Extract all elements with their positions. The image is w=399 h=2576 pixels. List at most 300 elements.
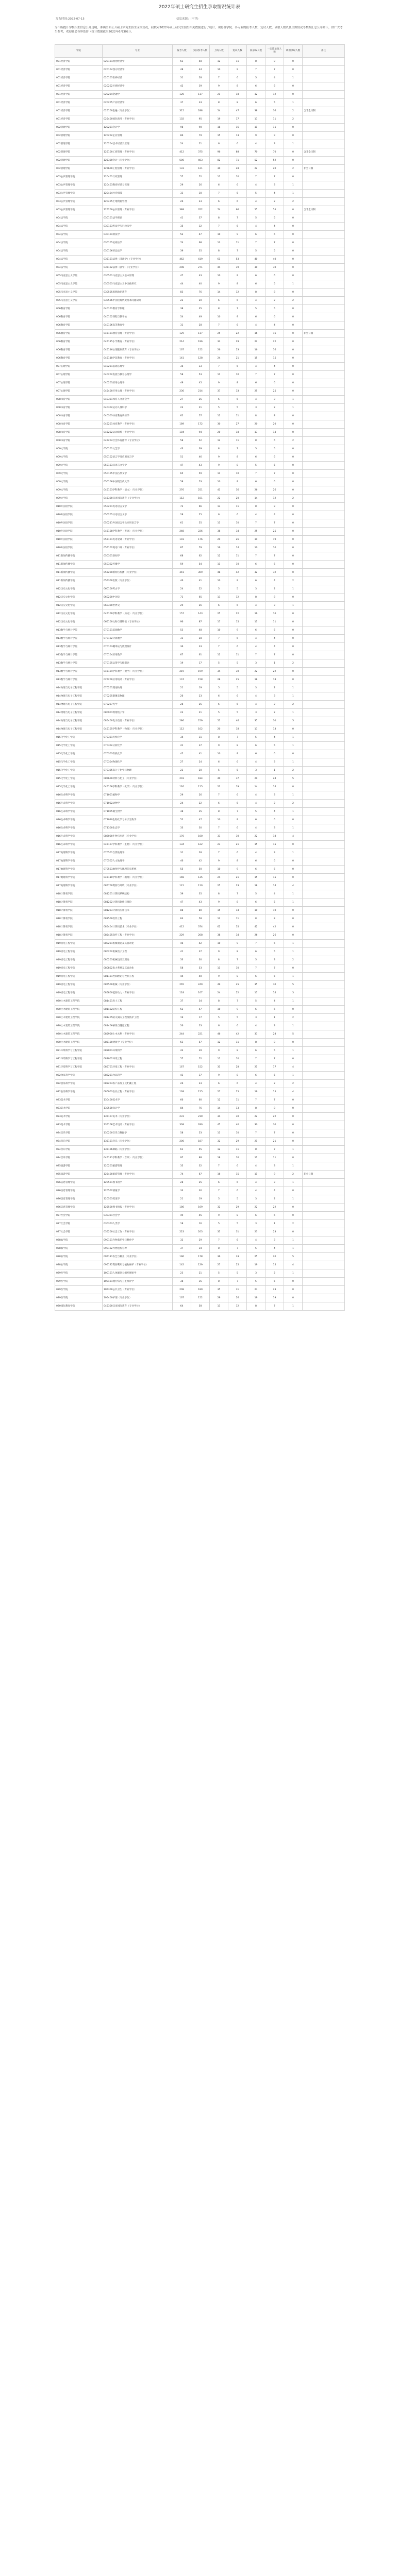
number-cell: 52 [173, 231, 191, 239]
number-cell: 2 [284, 1014, 303, 1022]
number-cell: 102 [191, 725, 210, 734]
college-cell: 026信息管理学院 [55, 1179, 103, 1187]
college-cell: 007心理学院 [55, 363, 103, 371]
number-cell: 62 [173, 412, 191, 420]
number-cell: 11 [228, 1096, 247, 1105]
number-cell: 13 [210, 594, 228, 602]
major-cell: 035200社会工作（专业学位） [103, 1228, 173, 1236]
number-cell: 4 [284, 1088, 303, 1096]
number-cell: 1 [284, 1072, 303, 1080]
major-cell: 020205产业经济学 [103, 99, 173, 107]
number-cell: 1 [284, 824, 303, 833]
number-cell: 20 [247, 420, 265, 429]
remark-cell [303, 948, 345, 956]
number-cell: 9 [228, 750, 247, 758]
number-cell: 7 [210, 824, 228, 833]
number-cell: 11 [265, 115, 284, 124]
number-cell: 13 [247, 429, 265, 437]
major-cell: 070501自然地理学 [103, 849, 173, 857]
number-cell: 22 [247, 165, 265, 173]
major-cell: 080901物理电子学 [103, 709, 173, 717]
number-cell: 0 [284, 445, 303, 453]
college-cell: 018计算机学院 [55, 899, 103, 907]
table-row [55, 1212, 345, 1220]
number-cell: 178 [191, 1253, 210, 1261]
number-cell: 141 [173, 354, 191, 363]
number-cell: 11 [265, 618, 284, 626]
number-cell: 61 [173, 1146, 191, 1154]
number-cell: 251 [191, 486, 210, 495]
number-cell: 9 [265, 132, 284, 140]
college-cell: 013数学与统计学院 [55, 643, 103, 651]
college-cell: 024音乐学院 [55, 1138, 103, 1146]
number-cell: 30 [191, 956, 210, 964]
remark-cell [303, 1154, 345, 1162]
number-cell: 29 [191, 1236, 210, 1245]
number-cell: 8 [247, 503, 265, 511]
number-cell: 6 [265, 231, 284, 239]
number-cell: 82 [210, 157, 228, 165]
number-cell: 35 [210, 1286, 228, 1294]
college-cell: 008体育学院 [55, 429, 103, 437]
number-cell: 32 [173, 1236, 191, 1245]
number-cell: 11 [228, 1146, 247, 1154]
number-cell: 47 [173, 272, 191, 280]
number-cell: 6 [265, 313, 284, 321]
source-label: 信息来源：(不详) [176, 18, 198, 21]
table-row [55, 635, 345, 643]
number-cell: 2 [284, 115, 303, 124]
number-cell: 315 [173, 107, 191, 115]
number-cell: 57 [173, 173, 191, 181]
remark-cell [303, 354, 345, 363]
number-cell: 55 [173, 866, 191, 874]
number-cell: 44 [173, 973, 191, 981]
college-cell: 015化学化工学院 [55, 742, 103, 750]
number-cell: 0 [284, 330, 303, 338]
number-cell: 196 [191, 338, 210, 346]
table-row [55, 750, 345, 758]
major-cell: 050301新闻学 [103, 552, 173, 561]
number-cell: 7 [210, 74, 228, 82]
number-cell: 8 [210, 997, 228, 1006]
number-cell: 129 [191, 1261, 210, 1269]
remark-cell [303, 223, 345, 231]
college-cell: 008体育学院 [55, 437, 103, 445]
remark-cell [303, 124, 345, 132]
number-cell: 46 [173, 940, 191, 948]
remark-cell [303, 1294, 345, 1302]
number-cell: 43 [191, 899, 210, 907]
college-cell: 013数学与统计学院 [55, 676, 103, 684]
college-cell: 029医学院 [55, 1269, 103, 1278]
number-cell: 13 [228, 1105, 247, 1113]
remark-cell [303, 1162, 345, 1171]
number-cell: 1 [284, 899, 303, 907]
college-cell: 021环境科学与工程学院 [55, 1047, 103, 1055]
number-cell: 1 [284, 1047, 303, 1055]
number-cell: 6 [210, 297, 228, 305]
number-cell: 148 [173, 874, 191, 882]
number-cell: 5 [228, 1269, 247, 1278]
number-cell: 4 [265, 74, 284, 82]
remark-cell [303, 1113, 345, 1121]
remark-cell [303, 899, 345, 907]
number-cell: 62 [210, 923, 228, 931]
major-cell: 050205日语语言文学 [103, 511, 173, 519]
number-cell: 0 [284, 915, 303, 923]
number-cell: 62 [191, 552, 210, 561]
remark-cell [303, 1278, 345, 1286]
number-cell: 0 [284, 66, 303, 74]
number-cell: 9 [228, 231, 247, 239]
major-cell: 080201机械制造及其自动化 [103, 940, 173, 948]
college-cell: 006教育学院 [55, 313, 103, 321]
number-cell: 37 [191, 742, 210, 750]
number-cell: 24 [210, 874, 228, 882]
number-cell: 15 [247, 354, 265, 363]
number-cell: 3 [265, 1162, 284, 1171]
number-cell: 38 [210, 931, 228, 940]
number-cell: 31 [173, 74, 191, 82]
number-cell: 7 [265, 519, 284, 528]
college-cell: 008体育学院 [55, 396, 103, 404]
number-cell: 46 [173, 857, 191, 866]
college-cell: 011新闻传播学院 [55, 561, 103, 569]
remark-cell [303, 173, 345, 181]
number-cell: 134 [173, 841, 191, 849]
number-cell: 49 [210, 981, 228, 989]
number-cell: 7 [228, 1245, 247, 1253]
major-cell: 045106学科教学（化学）（专业学位） [103, 783, 173, 791]
remark-cell [303, 1039, 345, 1047]
table-row [55, 684, 345, 692]
number-cell: 6 [247, 948, 265, 956]
number-cell: 23 [191, 1022, 210, 1030]
admission-table-wrapper [55, 44, 344, 1311]
number-cell: 28 [191, 635, 210, 643]
number-cell: 4 [247, 1236, 265, 1245]
major-cell: 130400美术学 [103, 1096, 173, 1105]
number-cell: 5 [284, 1030, 303, 1039]
table-row [55, 1072, 345, 1080]
number-cell: 19 [191, 1195, 210, 1204]
number-cell: 4 [265, 643, 284, 651]
number-cell: 16 [228, 1154, 247, 1162]
number-cell: 8 [210, 247, 228, 256]
number-cell: 30 [191, 1187, 210, 1195]
table-row [55, 594, 345, 602]
number-cell: 4 [247, 321, 265, 330]
number-cell: 22 [191, 585, 210, 594]
table-row [55, 1047, 345, 1055]
number-cell: 39 [191, 445, 210, 453]
remark-cell [303, 256, 345, 264]
college-cell: 016生命科学学院 [55, 816, 103, 824]
number-cell: 5 [265, 948, 284, 956]
college-cell: 014物理与电子工程学院 [55, 717, 103, 725]
number-cell: 25 [228, 1088, 247, 1096]
number-cell: 4 [284, 1261, 303, 1269]
major-cell: 085800能源动力（专业学位） [103, 989, 173, 997]
number-cell: 4 [284, 833, 303, 841]
major-cell: 070305高分子化学与物理 [103, 767, 173, 775]
major-cell: 040201基础心理学 [103, 363, 173, 371]
number-cell: 32 [265, 569, 284, 577]
remark-cell [303, 1121, 345, 1129]
number-cell: 18 [228, 725, 247, 734]
remark-cell [303, 725, 345, 734]
college-cell: 006教育学院 [55, 338, 103, 346]
number-cell: 9 [210, 857, 228, 866]
number-cell: 4 [247, 181, 265, 190]
number-cell: 39 [191, 82, 210, 91]
number-cell: 5 [228, 684, 247, 692]
number-cell: 0 [284, 561, 303, 569]
major-cell: 045202运动训练（专业学位） [103, 429, 173, 437]
number-cell: 4 [247, 602, 265, 610]
remark-cell [303, 297, 345, 305]
number-cell: 5 [210, 684, 228, 692]
remark-cell [303, 931, 345, 940]
number-cell: 4 [247, 849, 265, 857]
college-cell: 002管理学院 [55, 148, 103, 157]
number-cell: 4 [247, 800, 265, 808]
major-cell: 085701环境工程（专业学位） [103, 1063, 173, 1072]
number-cell: 2 [284, 297, 303, 305]
number-cell: 45 [191, 1212, 210, 1220]
number-cell: 0 [284, 676, 303, 684]
number-cell: 12 [265, 495, 284, 503]
major-cell: 040203应用心理学 [103, 379, 173, 387]
number-cell: 0 [284, 1121, 303, 1129]
number-cell: 37 [228, 775, 247, 783]
number-cell: 18 [173, 1220, 191, 1228]
table-row [55, 1171, 345, 1179]
table-row [55, 239, 345, 247]
number-cell: 5 [284, 717, 303, 725]
college-cell: 002管理学院 [55, 157, 103, 165]
number-cell: 1 [265, 1014, 284, 1022]
major-cell: 050106中国现当代文学 [103, 478, 173, 486]
number-cell: 67 [173, 651, 191, 659]
number-cell: 5 [265, 899, 284, 907]
remark-cell [303, 412, 345, 420]
number-cell: 3 [265, 758, 284, 767]
college-cell: 017地理科学学院 [55, 857, 103, 866]
number-cell: 0 [284, 354, 303, 363]
number-cell: 79 [191, 544, 210, 552]
college-cell: 018计算机学院 [55, 931, 103, 940]
number-cell: 21 [191, 709, 210, 717]
number-cell: 42 [247, 923, 265, 931]
number-cell: 29 [173, 791, 191, 800]
major-cell: 083500软件工程 [103, 915, 173, 923]
college-cell: 016生命科学学院 [55, 800, 103, 808]
number-cell: 68 [173, 552, 191, 561]
number-cell: 1 [284, 1236, 303, 1245]
remark-cell [303, 997, 345, 1006]
number-cell: 29 [228, 1204, 247, 1212]
number-cell: 26 [173, 1080, 191, 1088]
major-cell: 135101音乐（专业学位） [103, 1138, 173, 1146]
number-cell: 0 [284, 148, 303, 157]
number-cell: 4 [247, 396, 265, 404]
number-cell: 30 [191, 824, 210, 833]
remark-cell [303, 923, 345, 931]
number-cell: 26 [228, 536, 247, 544]
number-cell: 176 [173, 833, 191, 841]
number-cell: 48 [191, 626, 210, 635]
number-cell: 10 [247, 544, 265, 552]
remark-cell [303, 882, 345, 890]
table-row [55, 231, 345, 239]
table-row [55, 1278, 345, 1286]
college-cell: 014物理与电子工程学院 [55, 701, 103, 709]
number-cell: 6 [228, 1162, 247, 1171]
number-cell: 199 [191, 668, 210, 676]
number-cell: 187 [191, 1138, 210, 1146]
number-cell: 47 [191, 231, 210, 239]
header-cell: 上线人数 [210, 45, 228, 58]
number-cell: 31 [173, 321, 191, 330]
remark-cell [303, 643, 345, 651]
number-cell: 412 [173, 923, 191, 931]
number-cell: 6 [228, 849, 247, 857]
table-row [55, 701, 345, 709]
number-cell: 15 [265, 874, 284, 882]
remark-cell [303, 585, 345, 594]
number-cell: 7 [247, 1096, 265, 1105]
number-cell: 33 [191, 99, 210, 107]
number-cell: 70 [265, 148, 284, 157]
number-cell: 7 [210, 1187, 228, 1195]
major-cell: 085404计算机技术（专业学位） [103, 923, 173, 931]
number-cell: 1 [284, 190, 303, 198]
remark-cell [303, 701, 345, 709]
college-cell: 001经济学院 [55, 82, 103, 91]
number-cell: 107 [191, 989, 210, 997]
table-row [55, 1121, 345, 1129]
number-cell: 4 [265, 1187, 284, 1195]
number-cell: 58 [173, 964, 191, 973]
number-cell: 0 [284, 519, 303, 528]
number-cell: 506 [173, 157, 191, 165]
number-cell: 31 [228, 1228, 247, 1236]
number-cell: 6 [265, 437, 284, 445]
number-cell: 7 [247, 964, 265, 973]
number-cell: 0 [284, 346, 303, 354]
number-cell: 4 [247, 758, 265, 767]
header-cell: 备注 [303, 45, 345, 58]
number-cell: 61 [191, 651, 210, 659]
number-cell: 29 [173, 602, 191, 610]
number-cell: 45 [210, 1121, 228, 1129]
college-cell: 015化学化工学院 [55, 750, 103, 758]
number-cell: 4 [247, 824, 265, 833]
number-cell: 42 [265, 923, 284, 931]
table-row [55, 800, 345, 808]
table-row [55, 66, 345, 74]
college-cell: 012历史文化学院 [55, 610, 103, 618]
number-cell: 11 [228, 412, 247, 420]
table-row [55, 305, 345, 313]
number-cell: 6 [228, 1022, 247, 1030]
major-cell: 030101法学理论 [103, 214, 173, 223]
number-cell: 15 [228, 618, 247, 626]
college-cell: 025旅游学院 [55, 1162, 103, 1171]
number-cell: 11 [210, 561, 228, 569]
number-cell: 40 [191, 973, 210, 981]
number-cell: 42 [191, 857, 210, 866]
number-cell: 43 [173, 1047, 191, 1055]
table-row [55, 890, 345, 899]
remark-cell [303, 659, 345, 668]
number-cell: 66 [228, 206, 247, 214]
number-cell: 0 [284, 91, 303, 99]
remark-cell [303, 371, 345, 379]
college-cell: 001经济学院 [55, 91, 103, 99]
number-cell: 221 [191, 1030, 210, 1039]
number-cell: 0 [284, 124, 303, 132]
number-cell: 1 [284, 791, 303, 800]
major-cell: 120501图书馆学 [103, 1179, 173, 1187]
number-cell: 21 [173, 684, 191, 692]
major-cell: 105400护理（专业学位） [103, 1294, 173, 1302]
number-cell: 30 [247, 264, 265, 272]
college-cell: 017地理科学学院 [55, 866, 103, 874]
remark-cell [303, 437, 345, 445]
number-cell: 0 [284, 1278, 303, 1286]
number-cell: 7 [210, 1162, 228, 1171]
table-row [55, 190, 345, 198]
number-cell: 20 [210, 429, 228, 437]
college-cell: 001经济学院 [55, 99, 103, 107]
major-cell: 125600工程管理（专业学位） [103, 165, 173, 173]
number-cell: 58 [191, 1302, 210, 1311]
number-cell: 244 [173, 1030, 191, 1039]
number-cell: 11 [210, 519, 228, 528]
number-cell: 25 [210, 882, 228, 890]
number-cell: 142 [173, 1261, 191, 1269]
number-cell: 6 [210, 758, 228, 767]
number-cell: 18 [228, 429, 247, 437]
number-cell: 26 [210, 346, 228, 354]
number-cell: 24 [173, 800, 191, 808]
number-cell: 374 [191, 923, 210, 931]
major-cell: 045118学前教育（专业学位） [103, 354, 173, 363]
number-cell: 8 [228, 462, 247, 470]
major-cell: 071002动物学 [103, 800, 173, 808]
remark-cell [303, 552, 345, 561]
number-cell: 27 [228, 420, 247, 429]
number-cell: 47 [173, 462, 191, 470]
number-cell: 133 [173, 165, 191, 173]
college-cell: 004法学院 [55, 214, 103, 223]
number-cell: 6 [247, 742, 265, 750]
major-cell: 080203机械设计及理论 [103, 956, 173, 964]
college-cell: 002管理学院 [55, 124, 103, 132]
number-cell: 20 [265, 165, 284, 173]
number-cell: 26 [191, 602, 210, 610]
college-cell: 026信息管理学院 [55, 1195, 103, 1204]
number-cell: 6 [247, 561, 265, 569]
table-row [55, 923, 345, 931]
number-cell: 0 [284, 272, 303, 280]
college-cell: 004法学院 [55, 247, 103, 256]
remark-cell [303, 1105, 345, 1113]
number-cell: 5 [210, 659, 228, 668]
